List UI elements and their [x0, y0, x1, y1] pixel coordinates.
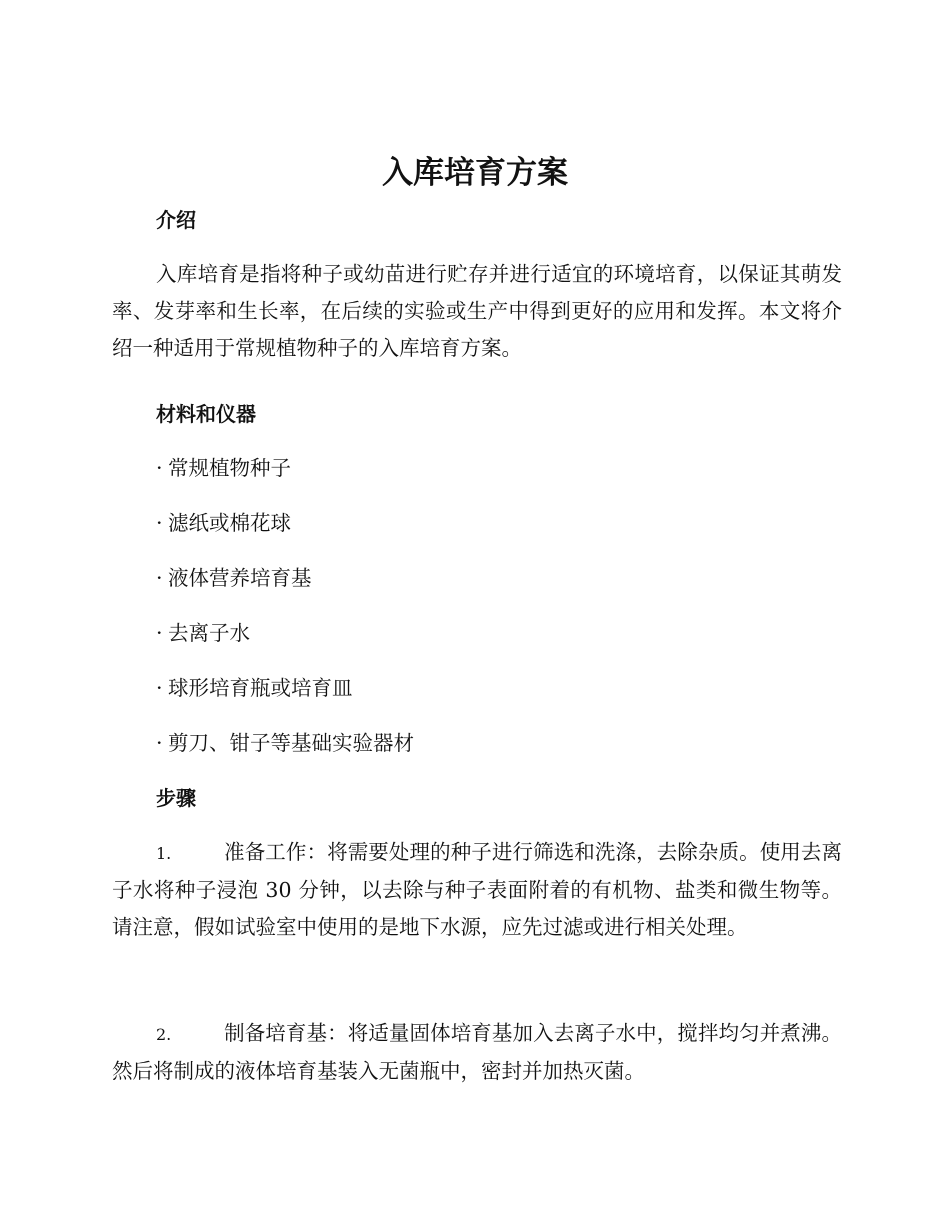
material-item	[156, 673, 353, 703]
materials-heading: 材料和仪器	[156, 402, 256, 426]
bullet-icon: ·	[156, 731, 163, 755]
material-item	[156, 618, 250, 648]
material-item-label: 去离子水	[168, 621, 250, 645]
step-number: 1.	[156, 844, 172, 863]
material-item-label: 常规植物种子	[168, 456, 291, 480]
step-text: 准备工作：将需要处理的种子进行筛选和洗涤，去除杂质。使用去离子水将种子浸泡 30 分钟，以去除与种子表面附着的有机物、盐类和微生物等。请注意，假如试验室中使用的是地下水源，应先过滤或进行相关处理。	[112, 840, 842, 939]
step-number: 2.	[156, 1025, 172, 1044]
step-text: 制备培育基：将适量固体培育基加入去离子水中，搅拌均匀并煮沸。然后将制成的液体培育基装入无菌瓶中，密封并加热灭菌。	[112, 1021, 842, 1083]
material-item-label: 剪刀、钳子等基础实验器材	[168, 731, 414, 755]
material-item	[156, 453, 291, 483]
bullet-icon: ·	[156, 621, 163, 645]
bullet-icon: ·	[156, 456, 163, 480]
bullet-icon: ·	[156, 566, 163, 590]
material-item-label: 液体营养培育基	[168, 566, 312, 590]
bullet-icon: ·	[156, 676, 163, 700]
material-item	[156, 563, 312, 593]
document-title: 入库培育方案	[382, 155, 568, 191]
step-item	[112, 834, 842, 946]
material-item-label: 滤纸或棉花球	[168, 511, 291, 535]
intro-paragraph: 入库培育是指将种子或幼苗进行贮存并进行适宜的环境培育，以保证其萌发率、发芽率和生长率，在后续的实验或生产中得到更好的应用和发挥。本文将介绍一种适用于常规植物种子的入库培育方案。	[112, 262, 842, 360]
intro-heading: 介绍	[156, 208, 196, 232]
step-item	[112, 1015, 842, 1090]
material-item	[156, 508, 291, 538]
material-item-label: 球形培育瓶或培育皿	[168, 676, 353, 700]
steps-heading: 步骤	[156, 786, 196, 810]
material-item	[156, 728, 414, 758]
bullet-icon: ·	[156, 511, 163, 535]
